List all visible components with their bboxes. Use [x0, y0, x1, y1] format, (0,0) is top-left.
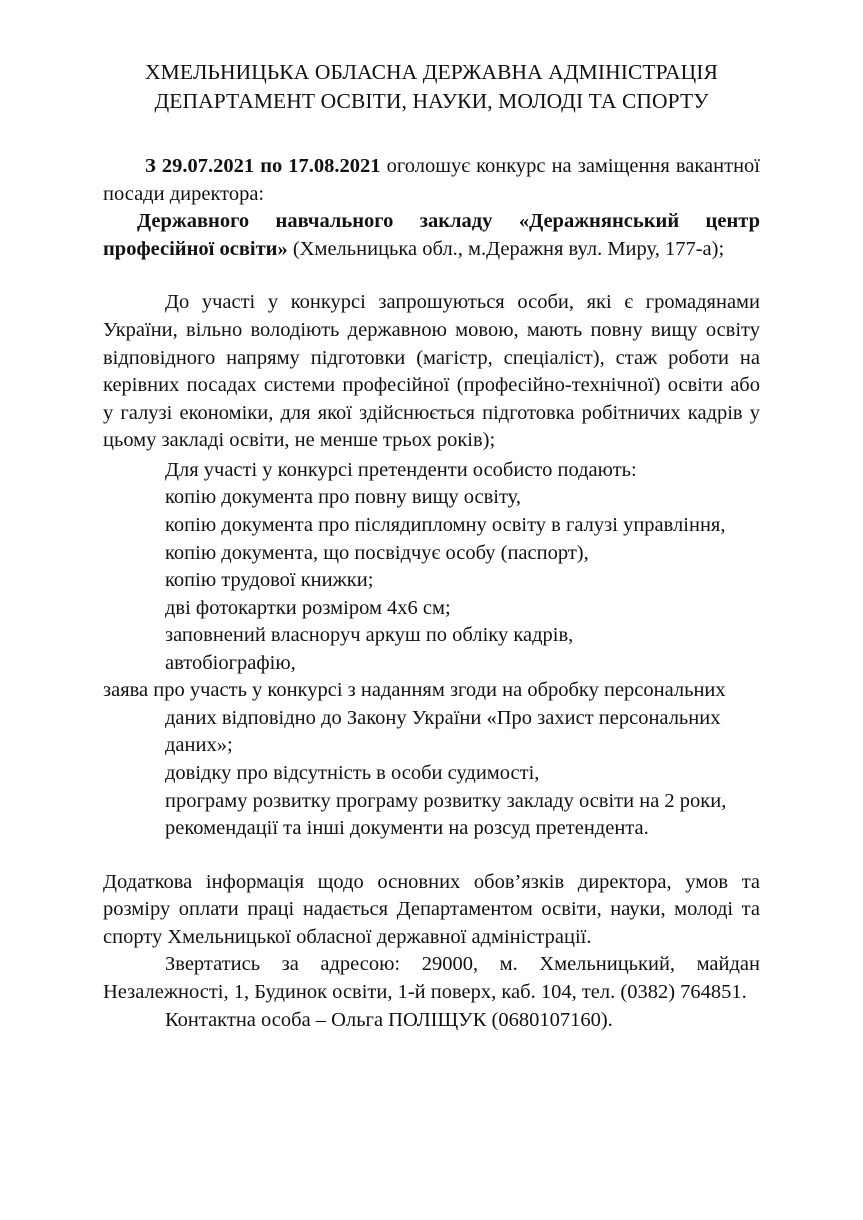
header-line-department: ДЕПАРТАМЕНТ ОСВІТИ, НАУКИ, МОЛОДІ ТА СПОРТУ: [154, 88, 709, 113]
list-item: заповнений власноруч аркуш по обліку кадрів,: [165, 624, 574, 647]
institution-address: (Хмельницька обл., м.Деражня вул. Миру, 177-а);: [287, 237, 725, 260]
announcement-period: З 29.07.2021 по 17.08.2021: [145, 155, 381, 178]
header-line-organization: ХМЕЛЬНИЦЬКА ОБЛАСНА ДЕРЖАВНА АДМІНІСТРАЦІЯ: [145, 60, 718, 84]
list-item: копію трудової книжки;: [165, 569, 374, 592]
list-item: копію документа про післядипломну освіту в галузі управління,: [165, 513, 726, 536]
document-header: [103, 0, 760, 115]
documents-lead: Для участі у конкурсі претенденти особисто подають:: [165, 458, 637, 481]
list-item-consent: заява про участь у конкурсі з наданням згоди на обробку персональних даних відповідно до Закону України «Про захист персональних даних»;: [103, 679, 726, 757]
list-item: рекомендації та інші документи на розсуд претендента.: [165, 817, 649, 840]
list-item: копію документа про повну вищу освіту,: [165, 486, 521, 509]
document-content: [103, 0, 760, 1034]
additional-info-paragraph: Додаткова інформація щодо основних обов’язків директора, умов та розміру оплати праці надається Департаментом освіти, науки, молоді та спорту Хмельницької обласної державної адміністрації.: [103, 870, 760, 948]
list-item: автобіографію,: [165, 651, 296, 674]
list-item: довідку про відсутність в особи судимості,: [165, 762, 540, 784]
contact-address-paragraph: Звертатись за адресою: 29000, м. Хмельницький, майдан Незалежності, 1, Будинок освіти, 1-й поверх, каб. 104, тел. (0382) 764851.: [103, 953, 760, 1003]
required-documents-list: [103, 457, 760, 843]
announcement-intro-text: оголошує конкурс на заміщення вакантної посади директора:: [103, 155, 760, 205]
eligibility-paragraph: До участі у конкурсі запрошуються особи, які є громадянами України, вільно володіють державною мовою, мають повну вищу освіту відповідного напряму підготовки (магістр, спеціаліст), стаж роботи на керівних посадах системи професійної (професійно-технічної) освіти або у галузі економіки, для якої здійснюється підготовка робітничих кадрів у цьому закладі освіти, не менше трьох років);: [103, 291, 760, 452]
list-item: програму розвитку програму розвитку закладу освіти на 2 роки,: [165, 789, 727, 812]
list-item: копію документа, що посвідчує особу (паспорт),: [165, 541, 589, 564]
announcement-intro: [103, 153, 760, 208]
institution-name: Державного навчального закладу «Деражнянський центр професійної освіти»: [103, 210, 760, 260]
list-item: дві фотокартки розміром 4х6 см;: [165, 596, 451, 619]
contact-person-line: Контактна особа – Ольга ПОЛІЩУК (0680107160).: [165, 1008, 613, 1031]
institution-line: [103, 208, 760, 263]
